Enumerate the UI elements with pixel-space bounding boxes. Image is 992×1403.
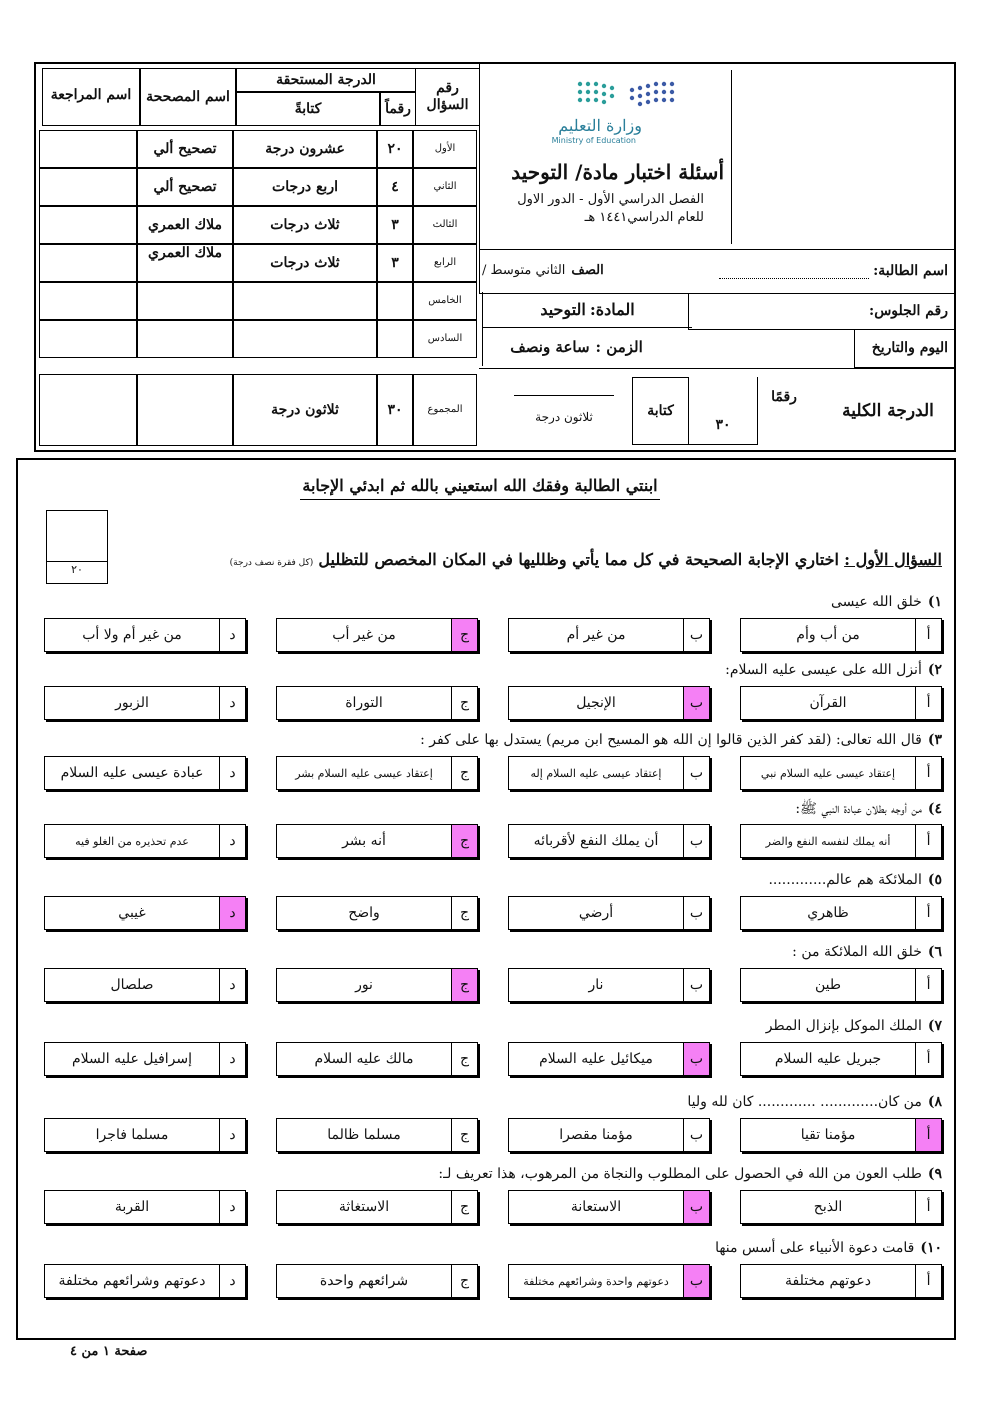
row-reviewer [39, 282, 137, 320]
answer-option[interactable] [508, 896, 710, 930]
answer-option[interactable] [276, 618, 478, 652]
option-letter[interactable]: د [219, 757, 245, 789]
question-stem: خلق الله الملائكة من : [792, 944, 922, 960]
answer-option[interactable] [740, 1042, 942, 1076]
answer-option[interactable] [740, 1264, 942, 1298]
answer-option[interactable] [740, 1118, 942, 1152]
time-box [482, 328, 670, 366]
option-text: عدم تحذيره من الغلو فيه [75, 834, 189, 848]
answer-option[interactable] [44, 618, 246, 652]
section1-note: (كل فقرة نصف درجة) [229, 558, 314, 568]
answer-option[interactable] [276, 686, 478, 720]
question-stem: أنزل الله على عيسى عليه السلام: [725, 662, 922, 678]
option-letter[interactable]: ج [451, 687, 477, 719]
section1-label: السؤال الأول : [844, 550, 942, 569]
option-letter[interactable]: د [219, 969, 245, 1001]
answer-option[interactable] [508, 1190, 710, 1224]
score-box-divider [47, 561, 107, 562]
question-stem: قال الله تعالى: (لقد كفر الذين قالوا إن الله هو المسيح ابن مريم) يستدل بها على كفر : [420, 732, 922, 748]
total-words: ثلاثون درجة [233, 374, 377, 446]
option-letter[interactable]: ب [683, 757, 709, 789]
row-question-label: الأول [413, 130, 477, 168]
option-letter[interactable]: أ [915, 757, 941, 789]
total-corrector [137, 374, 233, 446]
option-letter[interactable]: ج [451, 619, 477, 651]
answer-option[interactable] [44, 968, 246, 1002]
total-reviewer [39, 374, 137, 446]
option-letter[interactable]: أ [915, 897, 941, 929]
time-label: الزمن : [595, 338, 643, 356]
question-number: ٤) [927, 801, 942, 817]
final-digits-label: رقمًا [771, 388, 797, 405]
col-words: كتابةً [236, 92, 380, 126]
answer-option[interactable] [276, 756, 478, 790]
date-label: اليوم والتاريخ [871, 340, 948, 357]
row-reviewer [39, 168, 137, 206]
answer-option[interactable] [44, 1118, 246, 1152]
question-number: ١) [927, 594, 942, 610]
grade-level-value: الثاني متوسط / [482, 262, 566, 278]
row-grade-words [233, 320, 377, 358]
row-corrector: ملاك العمري [137, 244, 233, 282]
option-letter[interactable]: أ [915, 687, 941, 719]
answer-option[interactable] [44, 1264, 246, 1298]
option-text: الإنجيل [576, 695, 616, 711]
option-letter[interactable]: أ [915, 969, 941, 1001]
section1-instruction: اختاري الإجابة الصحيحة في كل مما يأتي وظلليها في المكان المخصص للتظليل [318, 550, 839, 569]
option-text: من غير أم [566, 627, 626, 643]
answer-option[interactable] [508, 756, 710, 790]
option-text: مؤمنا مقصرا [559, 1127, 633, 1143]
option-text: واضح [348, 905, 380, 921]
section1-heading [230, 550, 942, 569]
seat-row: رقم الجلوس : [688, 294, 954, 330]
row-grade-digits: ٣ [377, 206, 413, 244]
question-number: ٥) [927, 872, 942, 888]
option-text: نور [355, 977, 373, 993]
option-letter[interactable]: د [219, 619, 245, 651]
question-text [687, 1094, 942, 1110]
option-letter[interactable]: أ [915, 1191, 941, 1223]
option-text: إعتقاد عيسى عليه السلام إله [530, 766, 662, 780]
row-question-label: الرابع [413, 244, 477, 282]
option-letter[interactable]: أ [915, 619, 941, 651]
answer-option[interactable] [276, 896, 478, 930]
answer-option[interactable] [740, 824, 942, 858]
col-reviewer: اسم المراجعة [42, 68, 140, 126]
option-letter[interactable]: أ [915, 1119, 941, 1151]
question-stem: قامت دعوة الأنبياء على أسس منها [715, 1240, 915, 1256]
row-grade-words: ثلاث درجات [233, 206, 377, 244]
page-footer: صفحة ١ من ٤ [70, 1344, 148, 1359]
option-letter[interactable]: د [219, 687, 245, 719]
option-letter[interactable]: ب [683, 1191, 709, 1223]
col-grade: الدرجة المستحقة [236, 68, 416, 92]
question-number: ٧) [927, 1018, 942, 1034]
row-grade-digits [377, 320, 413, 358]
row-grade-words: ثلاث درجات [233, 244, 377, 282]
option-text: عبادة عيسى عليه السلام [60, 765, 204, 781]
student-name-blank[interactable] [719, 264, 869, 279]
answer-option[interactable] [508, 1042, 710, 1076]
option-text: غيبي [118, 905, 146, 921]
answer-option[interactable] [44, 1190, 246, 1224]
option-letter[interactable]: د [219, 1119, 245, 1151]
option-text: ميكائيل عليه السلام [539, 1051, 653, 1067]
final-digits-value: ٣٠ [688, 377, 758, 445]
answer-option[interactable] [44, 896, 246, 930]
score-box [46, 510, 108, 584]
option-letter[interactable]: ج [451, 757, 477, 789]
option-letter[interactable]: ج [451, 1265, 477, 1297]
question-stem: خلق الله عيسى [830, 594, 922, 610]
option-text: شرائعهم واحدة [319, 1273, 409, 1289]
ministry-block [479, 64, 954, 250]
option-text: دعوتهم واحدة وشرائعهم مختلفة [523, 1274, 669, 1288]
question-text [831, 594, 942, 610]
option-text: أنه بشر [342, 833, 386, 849]
row-reviewer [39, 244, 137, 282]
question-text [792, 944, 942, 960]
option-letter[interactable]: د [219, 1191, 245, 1223]
question-number: ٢) [927, 662, 942, 678]
option-text: الزبور [115, 695, 149, 711]
ministry-name-ar: وزارة التعليم [558, 116, 642, 135]
answer-option[interactable] [740, 618, 942, 652]
answer-option[interactable] [276, 1264, 478, 1298]
term-line: الفصل الدراسي الأول - الدور الاول [517, 192, 704, 207]
option-letter[interactable]: ب [683, 687, 709, 719]
col-digits: رقماً [380, 92, 416, 126]
option-text: التوراة [345, 695, 383, 711]
answer-option[interactable] [740, 896, 942, 930]
row-grade-words: اربع درجات [233, 168, 377, 206]
option-text: ظاهري [807, 905, 849, 921]
option-letter[interactable]: ب [683, 897, 709, 929]
question-text [420, 732, 942, 748]
question-text [766, 1018, 942, 1034]
option-letter[interactable]: ج [451, 897, 477, 929]
answer-option[interactable] [508, 618, 710, 652]
option-letter[interactable]: ج [451, 1191, 477, 1223]
question-number: ٦) [927, 944, 942, 960]
option-text: مسلما فاجرا [95, 1127, 169, 1143]
date-row [854, 330, 954, 368]
option-letter[interactable]: د [219, 1265, 245, 1297]
answer-option[interactable] [44, 686, 246, 720]
option-text: مسلما ظالما [327, 1127, 401, 1143]
row-reviewer [39, 320, 137, 358]
option-text: من غير أم ولا أب [82, 627, 182, 643]
question-text [715, 1240, 942, 1256]
answer-option[interactable] [508, 824, 710, 858]
score-box-value: ٢٠ [71, 563, 83, 576]
option-text: إسرافيل عليه السلام [71, 1051, 193, 1067]
option-text: صلصال [110, 977, 154, 993]
year-line: للعام الدراسي١٤٤١ هـ [584, 210, 704, 225]
question-stem: الملك الموكل بإنزال المطر [765, 1018, 922, 1034]
row-grade-words: عشرون درجة [233, 130, 377, 168]
student-name-label: اسم الطالبة [878, 263, 948, 280]
final-grade-label: الدرجة الكلية [842, 400, 934, 421]
question-text [768, 872, 942, 888]
option-text: أن يملك النفع لأقربائه [533, 833, 659, 849]
answer-option[interactable] [508, 1118, 710, 1152]
intro-text: ابنتي الطالبة وفقك الله استعيني بالله ثم ابدئي الإجابة [300, 476, 660, 500]
grade-level-label: الصف [571, 262, 604, 278]
subject-box [482, 292, 692, 328]
option-text: طين [814, 977, 842, 993]
final-words-label: كتابة [632, 377, 688, 445]
answer-option[interactable] [740, 686, 942, 720]
option-text: إعتقاد عيسى عليه السلام نبي [760, 766, 896, 780]
question-number: ٩) [927, 1166, 942, 1182]
option-letter[interactable]: د [219, 825, 245, 857]
option-text: إعتقاد عيسى عليه السلام بشر [295, 766, 433, 780]
answer-option[interactable] [740, 1190, 942, 1224]
option-text: أنه يملك لنفسه النفع والضر [765, 834, 891, 848]
row-reviewer [39, 206, 137, 244]
row-reviewer [39, 130, 137, 168]
answer-option[interactable] [276, 824, 478, 858]
row-grade-digits: ٣ [377, 244, 413, 282]
question-stem: الملائكة هم عالم............. [768, 872, 922, 888]
option-letter[interactable]: أ [915, 1265, 941, 1297]
option-text: القرآن [809, 695, 847, 711]
option-text: دعوتهم وشرائعهم مختلفة [58, 1273, 206, 1289]
option-letter[interactable]: ب [683, 1265, 709, 1297]
option-text: الاستعانة [570, 1199, 622, 1215]
option-letter[interactable]: ب [683, 825, 709, 857]
option-text: مؤمنا تقيا [800, 1127, 856, 1143]
option-text: دعوتهم مختلفة [785, 1273, 871, 1289]
row-corrector: ملاك العمري [137, 206, 233, 244]
option-letter[interactable]: ج [451, 1043, 477, 1075]
exam-title: أسئلة اختبار مادة/ التوحيد [511, 160, 724, 184]
option-letter[interactable]: ب [683, 1119, 709, 1151]
seat-label: رقم الجلوس [874, 303, 948, 320]
question-text [795, 800, 942, 820]
question-number: ٨) [927, 1094, 942, 1110]
question-stem: من كان............. ............. كان لله وليا [687, 1094, 922, 1110]
answer-option[interactable] [276, 968, 478, 1002]
option-text: القربة [114, 1199, 150, 1215]
option-letter[interactable]: ب [683, 1043, 709, 1075]
question-number: ١٠) [920, 1240, 942, 1256]
option-text: جبريل عليه السلام [774, 1051, 882, 1067]
answer-option[interactable] [508, 1264, 710, 1298]
question-text [725, 662, 942, 678]
answer-option[interactable] [276, 1042, 478, 1076]
option-text: أرضي [578, 905, 614, 921]
question-stem: من أوجه بطلان عبادة النبي ﷺ: [795, 801, 922, 817]
row-question-label: الخامس [413, 282, 477, 320]
option-letter[interactable]: ج [451, 825, 477, 857]
time-value: ساعة ونصف [510, 338, 590, 356]
option-text: الاستغاثة [338, 1199, 390, 1215]
option-letter[interactable]: ب [683, 969, 709, 1001]
total-label: المجموع [413, 374, 477, 446]
row-question-label: الثاني [413, 168, 477, 206]
student-name-row: اسم الطالبة : [479, 250, 954, 294]
question-text [438, 1166, 942, 1182]
grade-level-box [482, 248, 672, 292]
answer-option[interactable] [276, 1190, 478, 1224]
answer-option[interactable] [508, 686, 710, 720]
col-question-no: رقم السؤال [416, 68, 480, 126]
option-letter[interactable]: ج [451, 969, 477, 1001]
option-text: الذبح [813, 1199, 843, 1215]
option-text: من أب وأم [796, 627, 860, 643]
ministry-logo [572, 78, 692, 118]
answer-option[interactable] [276, 1118, 478, 1152]
option-letter[interactable]: ب [683, 619, 709, 651]
option-letter[interactable]: أ [915, 825, 941, 857]
subject-value: التوحيد [540, 300, 586, 319]
answer-option[interactable] [740, 756, 942, 790]
row-grade-digits: ٤ [377, 168, 413, 206]
row-grade-digits [377, 282, 413, 320]
row-corrector [137, 282, 233, 320]
ministry-name-en: Ministry of Education [551, 136, 636, 145]
row-question-label: السادس [413, 320, 477, 358]
option-letter[interactable]: د [219, 897, 245, 929]
final-grade-row [479, 368, 954, 453]
row-grade-words [233, 282, 377, 320]
option-letter[interactable]: د [219, 1043, 245, 1075]
row-question-label: الثالث [413, 206, 477, 244]
subject-label: المادة: [589, 300, 635, 319]
answer-option[interactable] [740, 968, 942, 1002]
answer-option[interactable] [44, 1042, 246, 1076]
answer-option[interactable] [44, 756, 246, 790]
option-letter[interactable]: أ [915, 1043, 941, 1075]
answer-option[interactable] [44, 824, 246, 858]
row-corrector: تصحيح ألي [137, 130, 233, 168]
final-words-value: ثلاثون درجة [514, 395, 614, 439]
question-stem: طلب العون من الله في الحصول على المطلوب والنجاة من المرهوب، هذا تعريف لـ: [438, 1166, 922, 1182]
row-corrector: تصحيح ألي [137, 168, 233, 206]
option-text: نار [588, 977, 604, 993]
row-corrector [137, 320, 233, 358]
option-text: مالك عليه السلام [314, 1051, 414, 1067]
col-corrector: اسم المصححة [140, 68, 236, 126]
option-letter[interactable]: ج [451, 1119, 477, 1151]
question-number: ٣) [927, 732, 942, 748]
total-digits: ٣٠ [377, 374, 413, 446]
option-text: من غير أب [332, 627, 396, 643]
answer-option[interactable] [508, 968, 710, 1002]
row-grade-digits: ٢٠ [377, 130, 413, 168]
